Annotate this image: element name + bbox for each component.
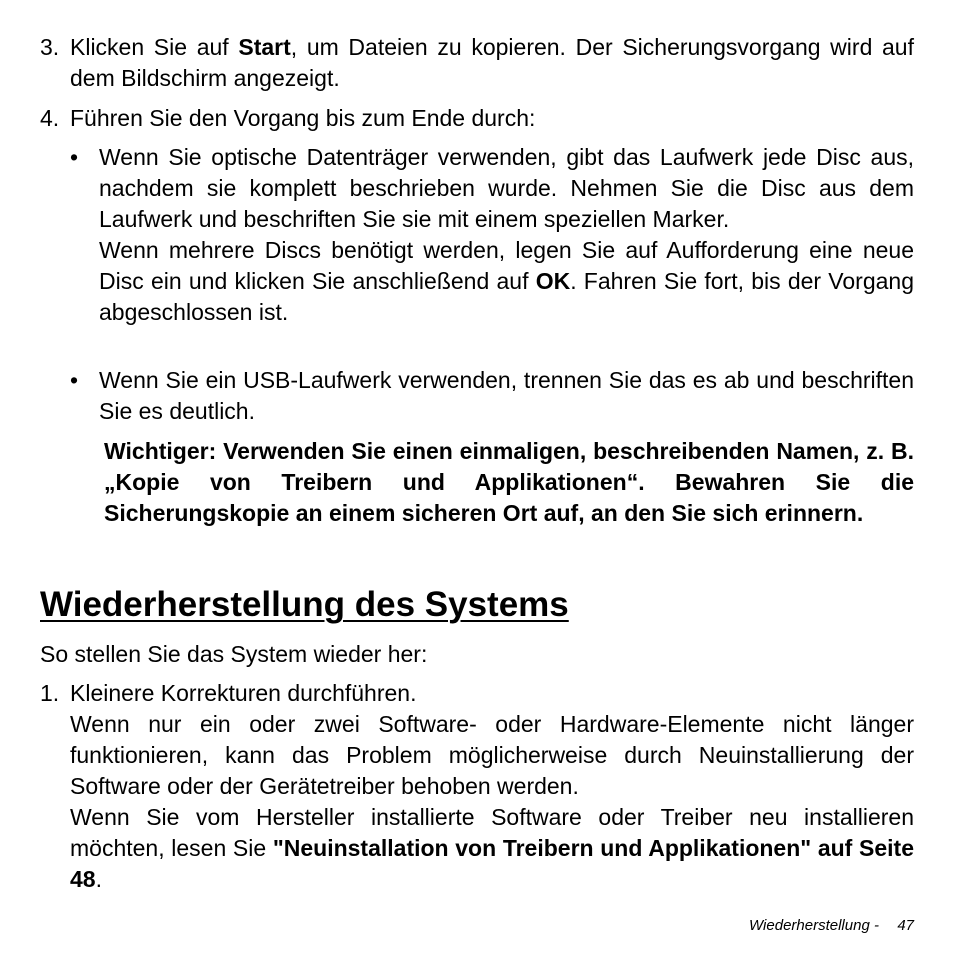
bullet-symbol: • xyxy=(70,367,79,393)
step-number: 3. xyxy=(40,34,60,60)
text-run: . Fahren Sie fort, bis der Vorgang abgeschlossen ist. xyxy=(99,268,914,325)
bullet-paragraph xyxy=(99,235,914,328)
text-run: . xyxy=(95,866,102,892)
section-intro-row xyxy=(40,639,914,670)
text-run: , um Dateien zu kopieren. Der Sicherungsvorgang wird auf dem Bildschirm angezeigt. xyxy=(70,34,914,91)
cross-reference-link: "Neuinstallation von Treibern und Applikationen" auf Seite 48 xyxy=(70,835,914,892)
page-number: 47 xyxy=(897,917,914,934)
list-item-step-3 xyxy=(40,32,914,94)
bullet-paragraph: Wenn Sie optische Datenträger verwenden, gibt das Laufwerk jede Disc aus, nachdem sie komplett beschrieben wurde. Nehmen Sie die Disc aus dem Laufwerk und beschriften Sie sie mit einem speziellen Marker. xyxy=(99,144,914,232)
step-title: Kleinere Korrekturen durchführen. xyxy=(70,680,417,706)
text-run: Klicken Sie auf xyxy=(70,34,239,60)
bold-run: OK xyxy=(535,268,571,294)
important-note xyxy=(40,436,914,529)
page-footer xyxy=(749,917,914,934)
important-note-text: Wichtiger: Verwenden Sie einen einmaligen, beschreibenden Namen, z. B. „Kopie von Treibern und Applikationen“. Bewahren Sie die Sicherungskopie an einem sicheren Ort auf, an den Sie sich erinnern. xyxy=(104,438,914,526)
bullet-item-optical xyxy=(40,142,914,328)
step-number: 4. xyxy=(40,105,60,131)
footer-label: Wiederherstellung - xyxy=(749,917,879,934)
bullet-paragraph: Wenn Sie ein USB-Laufwerk verwenden, trennen Sie das es ab und beschriften Sie es deutlich. xyxy=(99,367,914,424)
step-text: Führen Sie den Vorgang bis zum Ende durch: xyxy=(70,105,536,131)
section-heading-row xyxy=(40,585,914,625)
section-heading: Wiederherstellung des Systems xyxy=(40,585,569,624)
section-intro: So stellen Sie das System wieder her: xyxy=(40,641,428,667)
bold-run: Start xyxy=(238,34,291,60)
text-run: Wenn Sie vom Hersteller installierte Software oder Treiber neu installieren möchten, lesen Sie xyxy=(70,804,914,861)
list-item-step-1 xyxy=(40,678,914,895)
step-text xyxy=(70,32,914,94)
list-item-step-4 xyxy=(40,103,914,134)
text-run: Wenn mehrere Discs benötigt werden, legen Sie auf Aufforderung eine neue Disc ein und klicken Sie anschließend auf xyxy=(99,237,914,294)
bullet-item-usb xyxy=(40,365,914,427)
step-number: 1. xyxy=(40,680,60,706)
step-paragraph: Wenn nur ein oder zwei Software- oder Hardware-Elemente nicht länger funktionieren, kann das Problem möglicherweise durch Neuinstallierung der Software oder der Gerätetreiber behoben werden. xyxy=(70,711,914,799)
step-paragraph xyxy=(70,802,914,895)
bullet-symbol: • xyxy=(70,144,79,170)
